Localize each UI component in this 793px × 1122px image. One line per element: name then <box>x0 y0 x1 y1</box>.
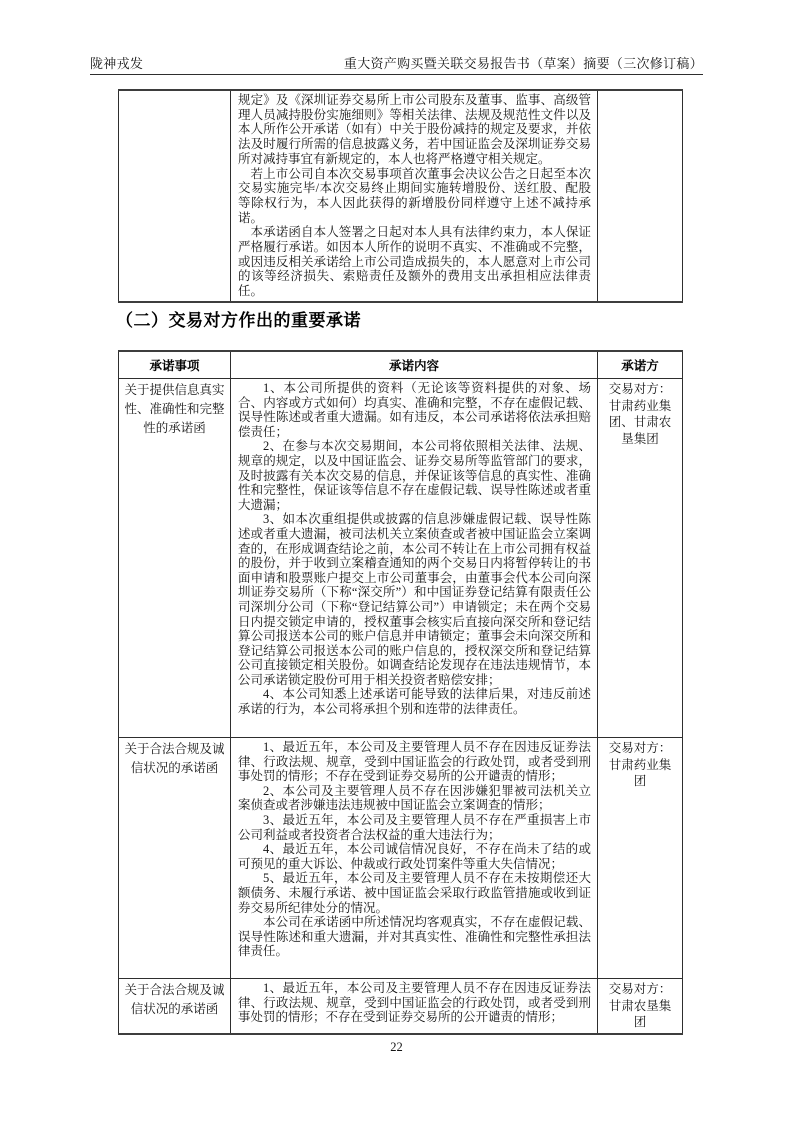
continuation-table <box>118 89 683 303</box>
continuation-party-cell <box>598 90 683 302</box>
commitment-party: 交易对方：甘肃药业集团 <box>598 738 683 979</box>
commitment-table <box>118 350 683 1035</box>
paragraph: 本公司在承诺函中所述情况均客观真实，不存在虚假记载、误导性陈述和重大遗漏，并对其真实性、准确性和完整性承担法律责任。 <box>238 915 591 959</box>
header-right-title: 重大资产购买暨关联交易报告书（草案）摘要（三次修订稿） <box>343 56 703 71</box>
paragraph: 若上市公司自本次交易事项首次董事会决议公告之日起至本次交易实施完毕/本次交易终止期间实施转增股份、送红股、配股等除权行为，本人因此获得的新增股份同样遵守上述不减持承诺。 <box>238 166 591 225</box>
paragraph: 1、最近五年，本公司及主要管理人员不存在因违反证券法律、行政法规、规章，受到中国证监会的行政处罚，或者受到刑事处罚的情形；不存在受到证券交易所的公开谴责的情形； <box>238 740 591 784</box>
table-row <box>119 738 683 979</box>
continuation-item-cell <box>119 90 231 302</box>
commitment-item: 关于合法合规及诚信状况的承诺函 <box>119 979 231 1034</box>
commitment-content <box>231 738 598 979</box>
column-header-party: 承诺方 <box>598 351 683 379</box>
paragraph: 1、本公司所提供的资料（无论该等资料提供的对象、场合、内容或方式如何）均真实、准确和完整，不存在虚假记载、误导性陈述或者重大遗漏。如有违反，本公司承诺将依法承担赔偿责任； <box>238 381 591 439</box>
table-row <box>119 979 683 1034</box>
page-number: 22 <box>390 1040 403 1054</box>
paragraph: 3、如本次重组提供或披露的信息涉嫌虚假记载、误导性陈述或者重大遗漏，被司法机关立案侦查或者被中国证监会立案调查的，在形成调查结论之前，本公司不转让在上市公司拥有权益的股份，并于收到立案稽查通知的两个交易日内将暂停转让的书面申请和股票账户提交上市公司董事会，由董事会代本公司向深圳证券交易所（下称“深交所”）和中国证券登记结算有限责任公司深圳分公司（下称“登记结算公司”）申请锁定；未在两个交易日内提交锁定申请的，授权董事会核实后直接向深交所和登记结算公司报送本公司的账户信息并申请锁定；董事会未向深交所和登记结算公司报送本公司的账户信息的，授权深交所和登记结算公司直接锁定相关股份。如调查结论发现存在违法违规情节，本公司承诺锁定股份可用于相关投资者赔偿安排； <box>238 512 591 687</box>
paragraph: 2、在参与本次交易期间，本公司将依照相关法律、法规、规章的规定，以及中国证监会、证券交易所等监管部门的要求，及时披露有关本次交易的信息，并保证该等信息的真实性、准确性和完整性，保证该等信息不存在虚假记载、误导性陈述或者重大遗漏； <box>238 439 591 512</box>
header-left-title: 陇神戎发 <box>90 56 144 71</box>
commitment-item: 关于合法合规及诚信状况的承诺函 <box>119 738 231 979</box>
paragraph: 4、最近五年，本公司诚信情况良好，不存在尚未了结的或可预见的重大诉讼、仲裁或行政处罚案件等重大失信情况； <box>238 842 591 871</box>
table-header-row <box>119 351 683 379</box>
table-row <box>119 90 683 302</box>
paragraph: 5、最近五年，本公司及主要管理人员不存在未按期偿还大额债务、未履行承诺、被中国证监会采取行政监管措施或收到证券交易所纪律处分的情况。 <box>238 871 591 915</box>
commitment-content <box>231 979 598 1034</box>
paragraph: 1、最近五年，本公司及主要管理人员不存在因违反证券法律、行政法规、规章，受到中国证监会的行政处罚，或者受到刑事处罚的情形；不存在受到证券交易所的公开谴责的情形； <box>238 981 591 1025</box>
column-header-content: 承诺内容 <box>231 351 598 379</box>
commitment-item: 关于提供信息真实性、准确性和完整性的承诺函 <box>119 379 231 738</box>
commitment-party: 交易对方：甘肃药业集团、甘肃农垦集团 <box>598 379 683 738</box>
paragraph: 规定》及《深圳证券交易所上市公司股东及董事、监事、高级管理人员减持股份实施细则》等相关法律、法规及规范性文件以及本人所作公开承诺（如有）中关于股份减持的规定及要求，并依法及时履行所需的信息披露义务，若中国证监会及深圳证券交易所对减持事宜有新规定的，本人也将严格遵守相关规定。 <box>238 93 591 166</box>
paragraph: 4、本公司知悉上述承诺可能导致的法律后果，对违反前述承诺的行为，本公司将承担个别和连带的法律责任。 <box>238 687 591 717</box>
paragraph: 3、最近五年，本公司及主要管理人员不存在严重损害上市公司利益或者投资者合法权益的重大违法行为； <box>238 812 591 842</box>
commitment-party: 交易对方：甘肃农垦集团 <box>598 979 683 1034</box>
commitment-content <box>231 379 598 738</box>
continuation-content-cell <box>231 90 598 302</box>
paragraph: 本承诺函自本人签署之日起对本人具有法律约束力，本人保证严格履行承诺。如因本人所作的说明不真实、不准确或不完整，或因违反相关承诺给上市公司造成损失的，本人愿意对上市公司的该等经济损失、索赔责任及额外的费用支出承担相应法律责任。 <box>238 225 591 299</box>
column-header-item: 承诺事项 <box>119 351 231 379</box>
table-row <box>119 379 683 738</box>
running-header <box>90 50 703 75</box>
section-heading: （二）交易对方作出的重要承诺 <box>116 311 361 330</box>
paragraph: 2、本公司及主要管理人员不存在因涉嫌犯罪被司法机关立案侦查或者涉嫌违法违规被中国证监会立案调查的情形； <box>238 783 591 813</box>
